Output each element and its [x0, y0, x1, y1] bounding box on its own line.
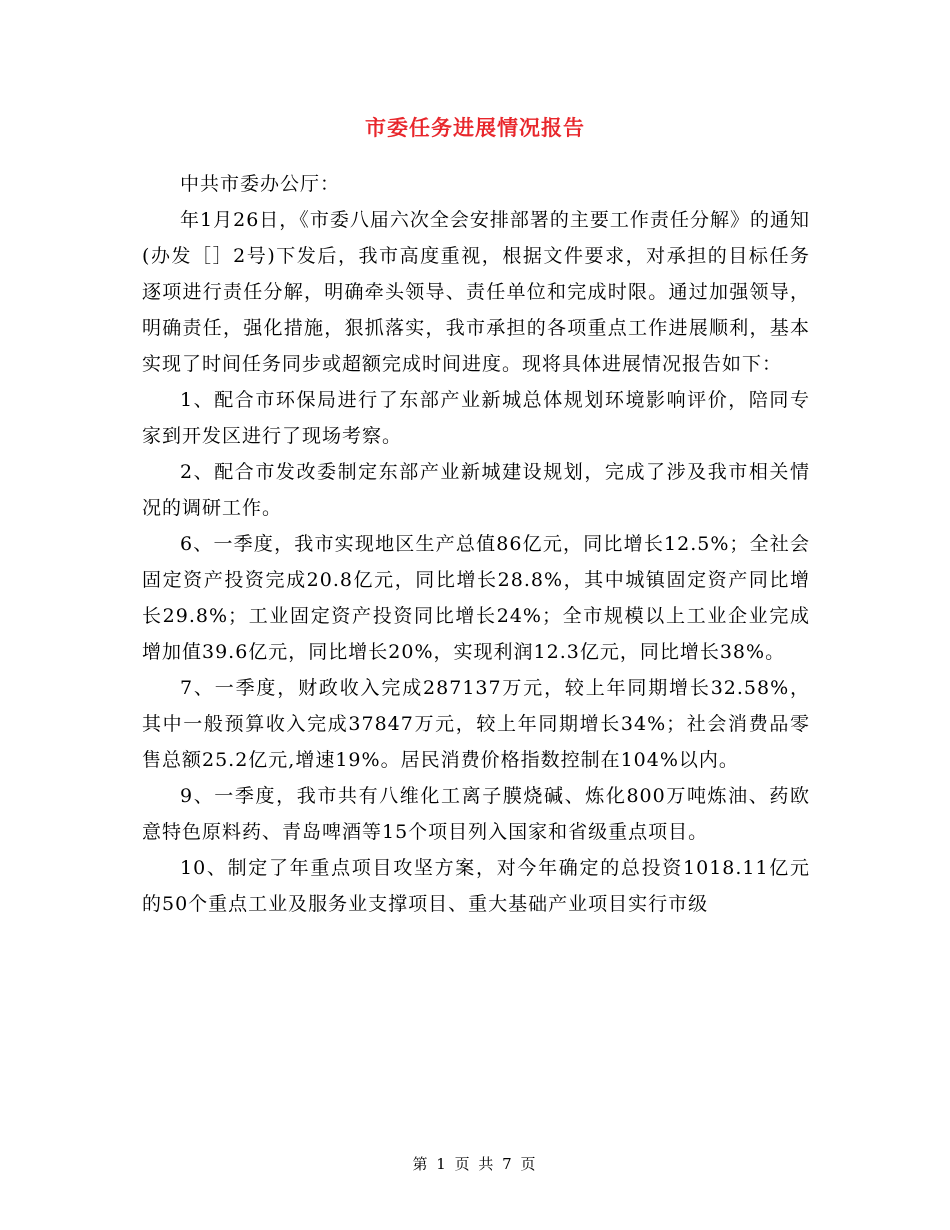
document-title: 市委任务进展情况报告: [365, 115, 585, 140]
salutation: 中共市委办公厅：: [180, 173, 341, 195]
page-number: 第 1 页 共 7 页: [412, 1155, 538, 1173]
paragraph-item-7: 7、一季度，财政收入完成287137万元，较上年同期增长32.58%，其中一般预算收入完成37847万元，较上年同期增长34%；社会消费品零售总额25.2亿元,增速19%。居民消费价格指数控制在104%以内。: [142, 677, 810, 771]
document-body: [142, 166, 810, 922]
paragraph-intro: 年1月26日，《市委八届六次全会安排部署的主要工作责任分解》的通知(办发［］2号)下发后，我市高度重视，根据文件要求，对承担的目标任务逐项进行责任分解，明确牵头领导、责任单位和完成时限。通过加强领导，明确责任，强化措施，狠抓落实，我市承担的各项重点工作进展顺利，基本实现了时间任务同步或超额完成时间进度。现将具体进展情况报告如下：: [142, 209, 810, 375]
paragraph-item-10: 10、制定了年重点项目攻坚方案，对今年确定的总投资1018.11亿元的50个重点工业及服务业支撑项目、重大基础产业项目实行市级: [142, 857, 810, 915]
paragraph-item-2: 2、配合市发改委制定东部产业新城建设规划，完成了涉及我市相关情况的调研工作。: [142, 461, 810, 519]
paragraph-item-9: 9、一季度，我市共有八维化工离子膜烧碱、炼化800万吨炼油、药欧意特色原料药、青岛啤酒等15个项目列入国家和省级重点项目。: [142, 785, 810, 843]
paragraph-item-6: 6、一季度，我市实现地区生产总值86亿元，同比增长12.5%；全社会固定资产投资完成20.8亿元，同比增长28.8%，其中城镇固定资产同比增长29.8%；工业固定资产投资同比增长24%；全市规模以上工业企业完成增加值39.6亿元，同比增长20%，实现利润12.3亿元，同比增长38%。: [142, 533, 810, 663]
paragraph-item-1: 1、配合市环保局进行了东部产业新城总体规划环境影响评价，陪同专家到开发区进行了现场考察。: [142, 389, 810, 447]
